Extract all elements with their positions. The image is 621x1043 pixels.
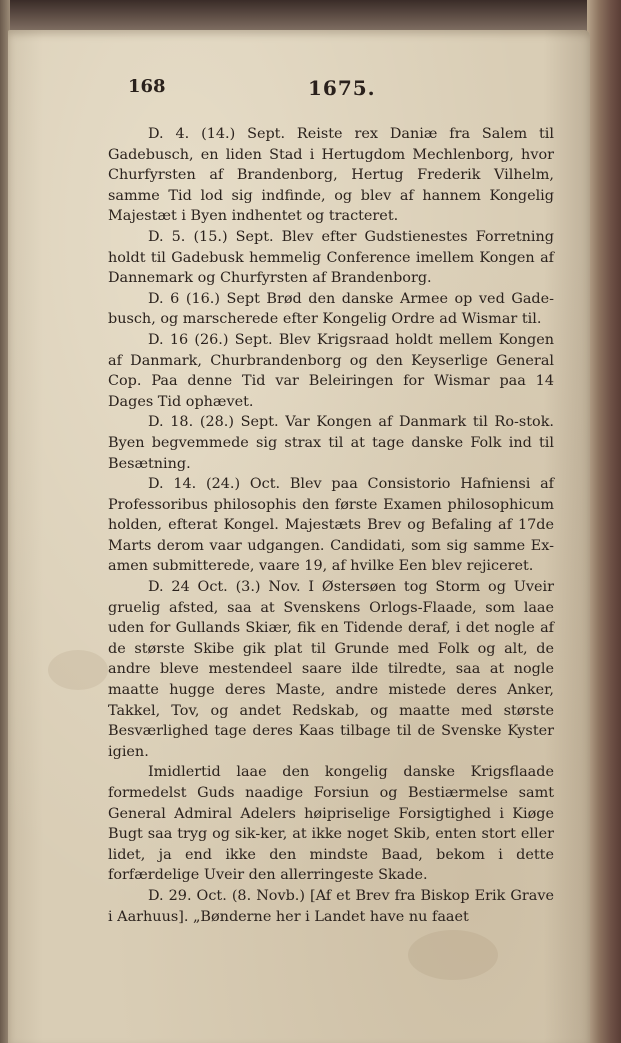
book-spine-edge (587, 0, 621, 1043)
running-head-year: 1675. (308, 76, 376, 100)
entry-paragraph: Imidlertid laae den kongelig danske Krigsflaade formedelst Guds naadige Forsiun og Bestiærmelse samt General Admiral Adelers høipriselige Forsigtighed i Kiøge Bugt saa tryg og sik-ker, at ikke noget Skib, enten stort eller lidet, ja end ikke den mindste Baad, bekom i dette forfærdelige Uveir den allerringeste Skade. (108, 764, 554, 884)
body-text (108, 124, 554, 927)
entry-paragraph: D. 24 Oct. (3.) Nov. I Østersøen tog Storm og Uveir gruelig afsted, saa at Svenskens Orlogs-Flaade, som laae uden for Gullands Skiær, fik en Tidende deraf, i det nogle af de største Skibe gik plat til Grunde med Folk og alt, de andre bleve mestendeel saare ilde tilredte, saa at nogle maatte hugge deres Maste, andre mistede deres Anker, Takkel, Tov, og andet Redskab, og maatte med største Besværlighed tage deres Kaas tilbage til de Svenske Kyster igien. (108, 579, 554, 760)
entry-paragraph: D. 14. (24.) Oct. Blev paa Consistorio Hafniensi af Professoribus philosophis den første Examen philosophicum holden, efterat Kongel. Majestæts Brev og Befaling af 17de Marts derom vaar udgangen. Candidati, som sig samme Ex-amen submitterede, vaare 19, af hvilke Een blev rejiceret. (108, 476, 554, 575)
page-header (128, 76, 568, 104)
entry-paragraph: D. 4. (14.) Sept. Reiste rex Daniæ fra Salem til Gadebusch, en liden Stad i Hertugdom Mechlenborg, hvor Churfyrsten af Brandenborg, Hertug Frederik Vilhelm, samme Tid lod sig indfinde, og blev af hannem Kongelig Majestæt i Byen indhentet og tracteret. (108, 126, 554, 225)
page-number: 168 (128, 76, 166, 97)
paper-stain (408, 930, 498, 980)
entry-paragraph: D. 16 (26.) Sept. Blev Krigsraad holdt mellem Kongen af Danmark, Churbrandenborg og den Keyserlige General Cop. Paa denne Tid var Beleiringen for Wismar paa 14 Dages Tid ophævet. (108, 331, 554, 410)
entry-paragraph: D. 18. (28.) Sept. Var Kongen af Danmark til Ro-stok. Byen begvemmede sig strax til at tage danske Folk ind til Besætning. (108, 414, 554, 472)
paper-stain (48, 650, 108, 690)
entry-paragraph: D. 6 (16.) Sept Brød den danske Armee op ved Gade-busch, og marscherede efter Kongelig Ordre ad Wismar til. (108, 290, 554, 328)
entry-paragraph: D. 29. Oct. (8. Novb.) [Af et Brev fra Biskop Erik Grave i Aarhuus]. „Bønderne her i Landet have nu faaet (108, 887, 554, 925)
entry-paragraph: D. 5. (15.) Sept. Blev efter Gudstienestes Forretning holdt til Gadebusk hemmelig Conference imellem Kongen af Dannemark og Churfyrsten af Brandenborg. (108, 228, 554, 287)
